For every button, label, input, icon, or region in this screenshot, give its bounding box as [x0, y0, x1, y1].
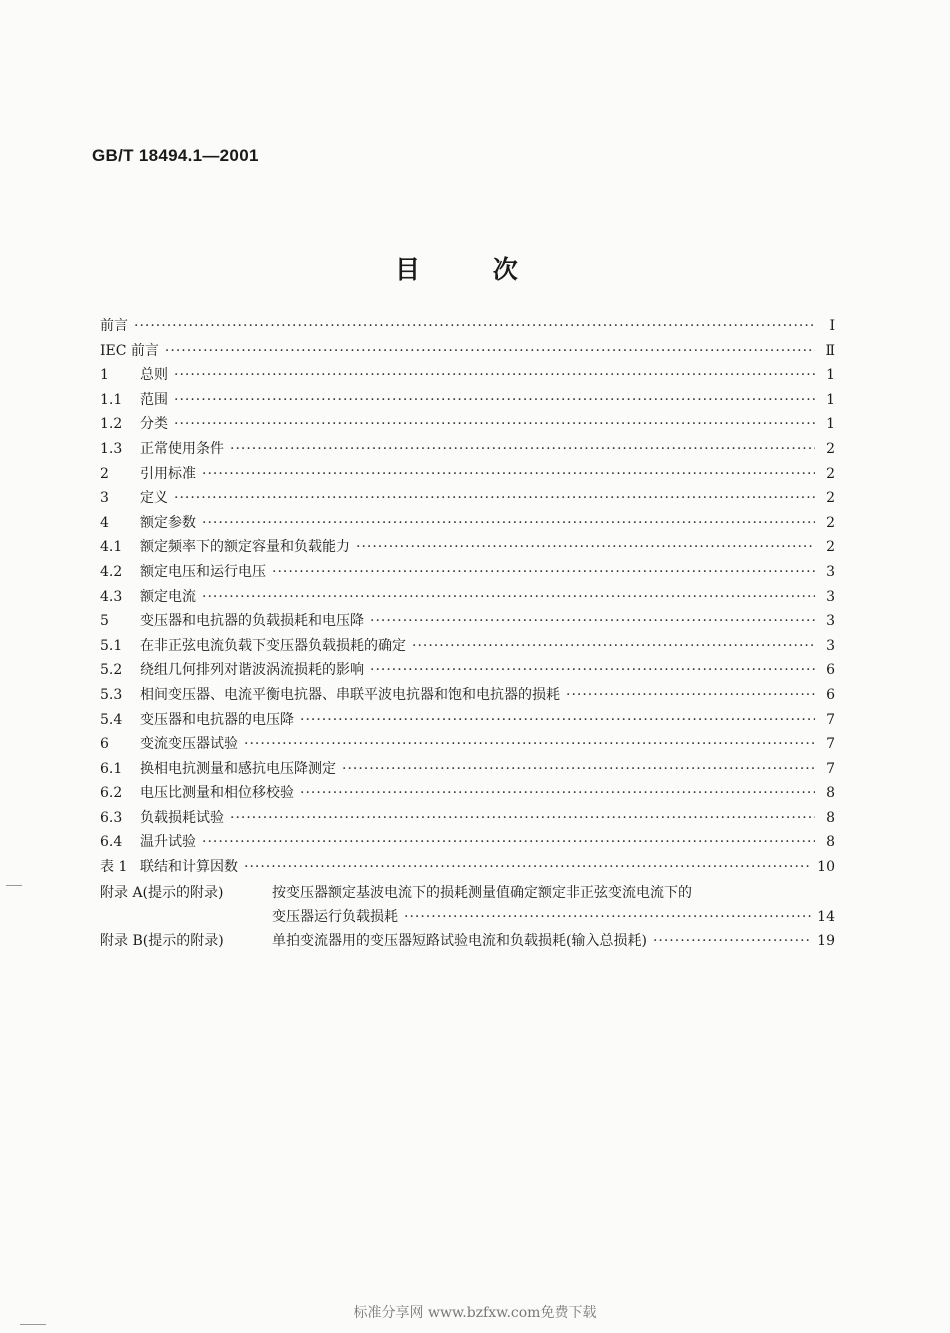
toc-entry-page: I	[829, 318, 835, 334]
toc-entry-number: 表 1	[100, 859, 128, 876]
toc-entry[interactable]	[100, 437, 835, 462]
toc-entry-title: 变压器和电抗器的电压降	[140, 711, 294, 728]
leader-dots	[134, 314, 815, 339]
toc-entry[interactable]	[100, 585, 835, 610]
toc-entry[interactable]	[100, 412, 835, 437]
toc-entry-number: 5.3	[100, 686, 123, 703]
toc-entry[interactable]	[100, 683, 835, 708]
toc-entry-page: 8	[826, 809, 835, 826]
toc-entry-page: 3	[826, 637, 835, 654]
toc-entry-title: 变流变压器试验	[140, 736, 238, 753]
leader-dots	[202, 585, 815, 610]
toc-entry[interactable]	[100, 658, 835, 683]
toc-entry-page: 7	[826, 736, 835, 753]
toc-entry-number: 2	[100, 465, 109, 482]
toc-entry-page: 3	[826, 613, 835, 630]
toc-entry[interactable]	[100, 486, 835, 511]
toc-entry-title: 定义	[140, 490, 168, 507]
toc-entry-title: 在非正弦电流负载下变压器负载损耗的确定	[140, 637, 406, 654]
toc-entry-number: 1.2	[100, 416, 123, 433]
leader-dots	[174, 388, 815, 413]
toc-entry[interactable]	[100, 339, 835, 364]
appendix-a-page: 14	[817, 908, 835, 925]
leader-dots	[230, 437, 815, 462]
toc-entry-number: 6.3	[100, 809, 123, 826]
leader-dots	[202, 511, 815, 536]
appendix-a-title-line1: 按变压器额定基波电流下的损耗测量值确定额定非正弦变流电流下的	[272, 884, 692, 901]
toc-entry[interactable]	[100, 855, 835, 880]
leader-dots	[342, 757, 815, 782]
appendix-b-entry[interactable]	[100, 929, 835, 954]
toc-entry-number: 5.4	[100, 711, 123, 728]
leader-dots	[370, 658, 815, 683]
toc-entry[interactable]	[100, 830, 835, 855]
leader-dots	[566, 683, 815, 708]
appendix-a-label: 附录 A(提示的附录)	[100, 884, 224, 901]
leader-dots	[165, 339, 815, 364]
toc-entry-page: 7	[826, 711, 835, 728]
toc-entry-title: 换相电抗测量和感抗电压降测定	[140, 760, 336, 777]
toc-entry-number: 6.2	[100, 785, 123, 802]
toc-entry-title: 额定电压和运行电压	[140, 563, 266, 580]
toc-entry-page: 1	[826, 367, 835, 384]
toc-entry-title: 相间变压器、电流平衡电抗器、串联平波电抗器和饱和电抗器的损耗	[140, 686, 560, 703]
toc-entry-title: 负载损耗试验	[140, 809, 224, 826]
toc-entry-number: 4.1	[100, 539, 123, 556]
toc-entry-page: 2	[826, 514, 835, 531]
toc-entry-title: 总则	[140, 367, 168, 384]
toc-entry-title: 额定频率下的额定容量和负载能力	[140, 539, 350, 556]
table-of-contents	[100, 314, 835, 954]
toc-entry-page: 8	[826, 834, 835, 851]
page-title: 目 次	[395, 255, 520, 284]
toc-entry-number: 5	[100, 613, 109, 630]
toc-entry-number: 3	[100, 490, 109, 507]
toc-entry-title: 绕组几何排列对谐波涡流损耗的影响	[140, 662, 364, 679]
toc-entry-title: 引用标准	[140, 465, 196, 482]
leader-dots	[244, 732, 815, 757]
toc-entry[interactable]	[100, 314, 835, 339]
toc-entry[interactable]	[100, 757, 835, 782]
toc-entry-title: 联结和计算因数	[140, 859, 238, 876]
toc-entry[interactable]	[100, 363, 835, 388]
toc-entry-page: 2	[826, 490, 835, 507]
toc-entry-page: 2	[826, 539, 835, 556]
toc-entry[interactable]	[100, 560, 835, 585]
toc-entry-number: 4.2	[100, 563, 123, 580]
leader-dots	[174, 363, 815, 388]
toc-entry-page: 10	[817, 859, 835, 876]
leader-dots	[370, 609, 815, 634]
toc-entry-title: 范围	[140, 391, 168, 408]
toc-entry-page: 3	[826, 563, 835, 580]
toc-entry-title: 前言	[100, 318, 128, 334]
toc-entry[interactable]	[100, 732, 835, 757]
toc-entry-title: 分类	[140, 416, 168, 433]
leader-dots	[230, 806, 815, 831]
toc-entry-page: 1	[826, 391, 835, 408]
toc-entry[interactable]	[100, 708, 835, 733]
standard-code: GB/T 18494.1—2001	[92, 146, 259, 165]
toc-entry[interactable]	[100, 806, 835, 831]
toc-entry[interactable]	[100, 535, 835, 560]
leader-dots	[300, 708, 815, 733]
toc-entry-number: 6.4	[100, 834, 123, 851]
toc-entry-page: 1	[826, 416, 835, 433]
toc-entry-number: 6	[100, 736, 109, 753]
toc-entry-page: 6	[826, 662, 835, 679]
toc-entry[interactable]	[100, 388, 835, 413]
leader-dots	[300, 781, 815, 806]
appendix-b-page: 19	[817, 933, 835, 950]
toc-entry-title: 变压器和电抗器的负载损耗和电压降	[140, 613, 364, 630]
toc-entry-page: Ⅱ	[825, 342, 835, 359]
toc-entry-title: 电压比测量和相位移校验	[140, 785, 294, 802]
toc-entry-number: 1.1	[100, 391, 123, 408]
leader-dots	[404, 905, 811, 930]
toc-entry-page: 6	[826, 686, 835, 703]
appendix-b-title: 单拍变流器用的变压器短路试验电流和负载损耗(输入总损耗)	[272, 933, 647, 950]
appendix-a-entry[interactable]	[100, 881, 835, 930]
toc-entry-number: 5.1	[100, 637, 123, 654]
toc-entry-title: 正常使用条件	[140, 440, 224, 457]
toc-entry[interactable]	[100, 511, 835, 536]
leader-dots	[202, 462, 815, 487]
leader-dots	[412, 634, 815, 659]
appendix-a-title-line2: 变压器运行负载损耗	[272, 908, 398, 925]
leader-dots	[174, 486, 815, 511]
leader-dots	[202, 830, 815, 855]
toc-entry-number: 1	[100, 367, 109, 384]
toc-entry-title: IEC 前言	[100, 342, 159, 359]
toc-entry[interactable]	[100, 609, 835, 634]
toc-entry-page: 2	[826, 465, 835, 482]
toc-entry-number: 6.1	[100, 760, 123, 777]
appendix-b-label: 附录 B(提示的附录)	[100, 933, 224, 950]
leader-dots	[356, 535, 815, 560]
toc-entry-title: 额定电流	[140, 588, 196, 605]
toc-entry-number: 1.3	[100, 440, 123, 457]
toc-entry-title: 温升试验	[140, 834, 196, 851]
toc-entry[interactable]	[100, 781, 835, 806]
toc-entry-number: 5.2	[100, 662, 123, 679]
toc-entry-title: 额定参数	[140, 514, 196, 531]
leader-dots	[244, 855, 811, 880]
toc-entry[interactable]	[100, 634, 835, 659]
toc-entry-number: 4.3	[100, 588, 123, 605]
leader-dots	[272, 560, 815, 585]
leader-dots	[174, 412, 815, 437]
toc-entry-page: 8	[826, 785, 835, 802]
toc-entry-page: 2	[826, 440, 835, 457]
scan-margin-mark	[6, 885, 22, 886]
toc-entry[interactable]	[100, 462, 835, 487]
scan-margin-mark	[20, 1324, 46, 1325]
footer-watermark: 标准分享网 www.bzfxw.com免费下载	[353, 1305, 597, 1321]
toc-entry-page: 7	[826, 760, 835, 777]
leader-dots	[653, 929, 811, 954]
toc-entry-number: 4	[100, 514, 109, 531]
toc-entry-page: 3	[826, 588, 835, 605]
